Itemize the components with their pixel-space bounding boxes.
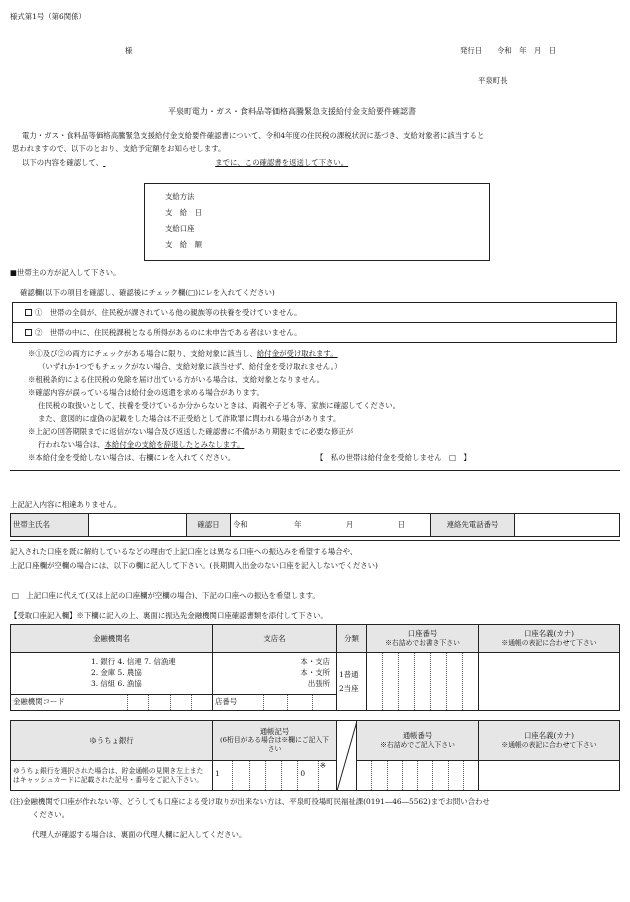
intro-line-3-post: までに、この確認書を返送して下さい。 — [215, 158, 349, 167]
account-no-digits[interactable] — [367, 653, 479, 711]
intro-line-3 — [22, 158, 348, 168]
bank-kinds[interactable] — [11, 653, 213, 695]
note-4-b — [38, 440, 244, 450]
branch-kind-2: 本・支所 — [300, 668, 330, 678]
issuer: 平泉町長 — [478, 76, 508, 85]
yucho-holder-input[interactable] — [479, 761, 620, 791]
divider-2 — [10, 540, 620, 541]
payment-info-box — [144, 183, 490, 261]
alt-account-checkbox[interactable]: □ 上記口座に代えて(又は上記の口座欄が空欄の場合)、下記の口座への振込を希望します。 — [12, 591, 320, 600]
issue-date: 発行日 令和 年 月 日 — [460, 46, 557, 55]
day-label: 日 — [397, 520, 406, 530]
payment-date-label: 支 給 日 — [165, 208, 202, 217]
phone-label: 連絡先電話番号 — [431, 514, 515, 537]
account-note-4: 【受取口座記入欄】※下欄に記入の上、裏面に振込先金融機関口座確認書類を添付して下さい。 — [10, 611, 328, 620]
yucho-number-digits[interactable] — [357, 761, 479, 791]
bank-kinds-1: 1. 銀行 4. 信連 7. 信漁連 — [91, 657, 176, 667]
document-title: 平泉町電力・ガス・食料品等価格高騰緊急支援給付金支給要件確認書 — [168, 107, 416, 116]
intro-line-2: 思われますので、以下のとおり、支給予定額をお知らせします。 — [12, 144, 226, 153]
divider-1 — [10, 470, 620, 471]
form-number: 様式第1号（第6関係） — [10, 12, 86, 21]
holder-note: ※通帳の表記に合わせて下さい — [501, 638, 597, 647]
branch-kinds[interactable] — [213, 653, 337, 695]
note-3-b: 住民税の取扱いとして、扶養を受けているか分からないときは、両親や子ども等、家族に確認してください。 — [38, 401, 400, 410]
branch-kind-3: 出張所 — [307, 678, 330, 688]
bank-kinds-2: 2. 金庫 5. 農協 — [91, 668, 142, 678]
note-1-c: （いずれか1つでもチェックがない場合、支給対象に該当せず、給付金を受け取れません。） — [38, 362, 342, 371]
check-item-1[interactable] — [13, 303, 616, 323]
note-2: ※租税条約による住民税の免除を届け出ている方がいる場合は、支給対象となりません。 — [28, 375, 325, 384]
householder-name-input[interactable] — [89, 514, 187, 537]
householder-name-label: 世帯主氏名 — [11, 514, 89, 537]
note-1-b: 給付金が受け取れます。 — [256, 349, 338, 358]
check-item-1-label: ① 世帯の全員が、住民税が課されている他の親族等の扶養を受けていません。 — [35, 308, 302, 317]
branch-kind-1: 本・支店 — [300, 657, 330, 667]
yucho-name-header: ゆうちょ銀行 — [11, 721, 213, 761]
intro-line-3-pre: 以下の内容を確認して、 — [22, 158, 104, 167]
bank-kinds-3: 3. 信組 6. 漁協 — [91, 678, 142, 688]
yucho-holder-note: ※通帳の表記に合わせて下さい — [501, 740, 597, 749]
account-note-1: 記入された口座を既に解約しているなどの理由で上記口座とは異なる口座への振込みを希望する場合や、 — [10, 547, 358, 556]
yucho-table — [10, 720, 620, 791]
yucho-code-title: 通帳記号 — [259, 726, 290, 736]
intro-line-1: 電力・ガス・食料品等価格高騰緊急支援給付金支給要件確認書について、令和4年度の住民税の課税状況に基づき、支給対象者に該当すると — [22, 131, 485, 140]
footer-note-2: ください。 — [32, 810, 69, 819]
account-note-2: 上記口座欄が空欄の場合には、以下の欄に記入して下さい。(長期間入出金のない口座を記入しないでください) — [10, 561, 378, 570]
note-4-b-ul: 本給付金の支給を辞退したとみなします。 — [104, 440, 245, 449]
yucho-digit-0: 0 — [297, 761, 317, 790]
branch-no-label: 店番号 — [215, 697, 238, 706]
footer-note-1: (注)金融機関で口座が作れない等、どうしても口座による受け取りが出来ない方は、平泉町役場町民福祉課(0191―46―5562)までお問い合わせ — [10, 797, 490, 806]
yucho-description: ゆうちょ銀行を選択された場合は、貯金通帳の見開き左上またはキャッシュカードに記載された記号・番号をご記入下さい。 — [11, 761, 213, 791]
account-no-note: ※右詰めでお書き下さい — [385, 638, 460, 647]
addressee-suffix: 様 — [125, 46, 133, 55]
yucho-digit-1: 1 — [215, 769, 220, 778]
confirm-date-label: 確認日 — [187, 514, 231, 537]
era-label: 令和 — [233, 520, 248, 530]
payment-method-label: 支給方法 — [165, 192, 195, 201]
householder-note: ■世帯主の方が記入して下さい。 — [10, 268, 121, 277]
confirm-heading: 確認欄(以下の項目を確認し、確認後にチェック欄(□)にレを入れてください) — [20, 288, 275, 297]
note-3: ※確認内容が誤っている場合は給付金の返還を求める場合があります。 — [28, 388, 264, 397]
yucho-number-note: ※右詰めでご記入下さい — [380, 740, 455, 749]
decline-checkbox[interactable]: 【 私の世帯は給付金を受給しません □ 】 — [316, 453, 471, 462]
confirm-table — [10, 513, 620, 537]
bank-institution-header: 金融機関名 — [11, 625, 213, 653]
deadline-blank[interactable] — [103, 158, 215, 168]
payment-account-label: 支給口座 — [165, 224, 195, 233]
account-type-cell[interactable] — [337, 653, 367, 711]
note-3-c: また、意図的に虚偽の記載をした場合は不正受給として詐欺罪に問われる場合があります。 — [38, 414, 341, 423]
diagonal-line — [337, 721, 357, 791]
checkbox-1[interactable] — [25, 309, 32, 316]
footer-note-3: 代理人が確認する場合は、裏面の代理人欄に記入してください。 — [32, 830, 247, 839]
account-no-title: 口座番号 — [407, 629, 438, 639]
yucho-code-digits[interactable] — [213, 761, 337, 791]
yucho-code-note: (6桁目がある場合は※欄にご記入下さい — [220, 736, 329, 754]
check-box-group — [12, 302, 617, 343]
yucho-diagonal-cell — [337, 721, 357, 791]
note-1 — [28, 349, 338, 359]
bank-code-label: 金融機関コード — [13, 697, 65, 706]
year-label: 年 — [294, 520, 302, 530]
yucho-holder-title: 口座名義(カナ) — [523, 731, 575, 741]
yucho-code-header — [213, 721, 337, 761]
account-type-2: 2当座 — [339, 683, 359, 693]
note-1-a: ※①及び②の両方にチェックがある場合に限り、支給対象に該当し、 — [28, 349, 257, 358]
bank-account-no-header — [367, 625, 479, 653]
phone-input[interactable] — [515, 514, 620, 537]
note-4: ※上記の回答期限までに返信がない場合及び返送した確認書に不備があり期限までに必要な修正が — [28, 427, 354, 436]
payment-amount-label: 支 給 額 — [165, 240, 202, 249]
check-item-2[interactable] — [13, 323, 616, 343]
branch-no-cell[interactable] — [213, 695, 337, 711]
bank-code-cell[interactable] — [11, 695, 213, 711]
confirm-statement: 上記記入内容に相違ありません。 — [10, 500, 122, 509]
note-5: ※本給付金を受給しない場合は、右欄にレを入れてください。 — [28, 453, 235, 462]
note-4-b-pre: 行われない場合は、 — [38, 440, 105, 449]
bank-account-table — [10, 624, 620, 711]
yucho-star: ※ — [318, 761, 336, 790]
check-item-2-label: ② 世帯の中に、住民税課税となる所得があるのに未申告である者はいません。 — [35, 328, 302, 337]
month-label: 月 — [345, 520, 354, 530]
yucho-holder-header — [479, 721, 620, 761]
bank-holder-header — [479, 625, 620, 653]
account-holder-input[interactable] — [479, 653, 620, 711]
checkbox-2[interactable] — [25, 329, 32, 336]
bank-type-header: 分類 — [337, 625, 367, 653]
confirm-date-input[interactable] — [231, 514, 431, 537]
yucho-number-header — [357, 721, 479, 761]
account-type-1: 1普通 — [339, 670, 359, 680]
yucho-number-title: 通帳番号 — [402, 731, 433, 741]
bank-branch-header: 支店名 — [213, 625, 337, 653]
holder-title: 口座名義(カナ) — [523, 629, 575, 639]
